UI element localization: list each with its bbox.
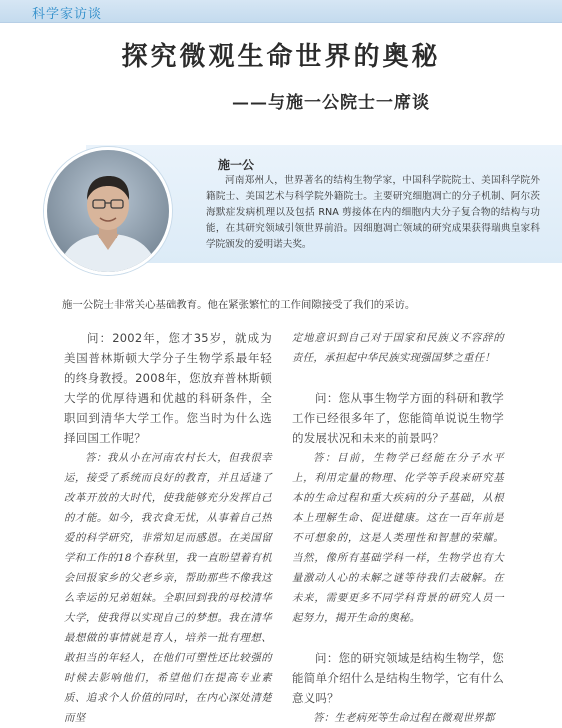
question-paragraph: 问：2002年，您才35岁，就成为美国普林斯顿大学分子生物学系最年轻的终身教授。2008年，您放弃普林斯顿大学的优厚待遇和优越的科研条件，全职回到清华大学工作。您当时为什么选择回国工作呢？	[64, 331, 272, 445]
question-paragraph: 问：您从事生物学方面的科研和教学工作已经很多年了，您能简单说说生物学的发展状况和未来的前景吗？	[292, 391, 504, 445]
answer-paragraph: 答：我从小在河南农村长大，但我很幸运，接受了系统而良好的教育，并且适逢了改革开放的大时代，使我能够充分发挥自己的才能。如今，我衣食无忧，从事着自己热爱的科学研究，非常知足而感恩。在美国留学和工作的18个春秋里，我一直盼望着有机会回报家乡的父老乡亲，帮助那些不像我这么幸运的兄弟姐妹。全职回到我的母校清华大学，使我得以实现自己的梦想。我在清华最想做的事情就是育人，培养一批有理想、敢担当的年轻人，在他们可塑性还比较强的时候去影响他们，希望他们在提高专业素质、追求个人价值的同时，在内心深处清楚而坚	[64, 452, 272, 724]
right-column	[292, 328, 504, 728]
answer-paragraph-continued: 定地意识到自己对于国家和民族义不容辞的责任，承担起中华民族实现强国梦之重任！	[292, 332, 504, 364]
bio-text: 河南郑州人，世界著名的结构生物学家，中国科学院院士、美国科学院外籍院士、美国艺术与科学院外籍院士。主要研究细胞凋亡的分子机制、阿尔茨海默症发病机理以及包括 RNA 剪接体在内的细胞内大分子复合物的结构与功能，在其研究领域引领世界前沿。因细胞凋亡领域的研究成果获得瑞典皇家科学院颁发的爱明诺夫奖。	[206, 175, 540, 250]
bio-name: 施一公	[218, 158, 255, 172]
section-header-bar	[0, 0, 562, 23]
portrait-photo	[44, 147, 172, 275]
left-column	[64, 328, 272, 728]
portrait-illustration	[47, 150, 169, 272]
answer-paragraph-start: 答：生老病死等生命过程在微观世界都	[313, 712, 495, 724]
section-label: 科学家访谈	[32, 7, 103, 22]
answer-paragraph: 答：目前，生物学已经能在分子水平上，利用定量的物理、化学等手段来研究基本的生命过程和重大疾病的分子基础，从根本上理解生命、促进健康。这在一百年前是不可想象的，这是人类理性和智慧的荣耀。当然，像所有基础学科一样，生物学也有大量激动人心的未解之谜等待我们去破解。在未来，需要更多不同学科背景的研究人员一起努力，揭开生命的奥秘。	[292, 452, 504, 624]
intro-paragraph: 施一公院士非常关心基础教育。他在紧张繁忙的工作间隙接受了我们的采访。	[62, 299, 416, 311]
question-paragraph: 问：您的研究领域是结构生物学，您能简单介绍什么是结构生物学，它有什么意义吗？	[292, 651, 504, 705]
article-subtitle: ——与施一公院士一席谈	[232, 93, 430, 113]
article-title: 探究微观生命世界的奥秘	[121, 42, 441, 72]
